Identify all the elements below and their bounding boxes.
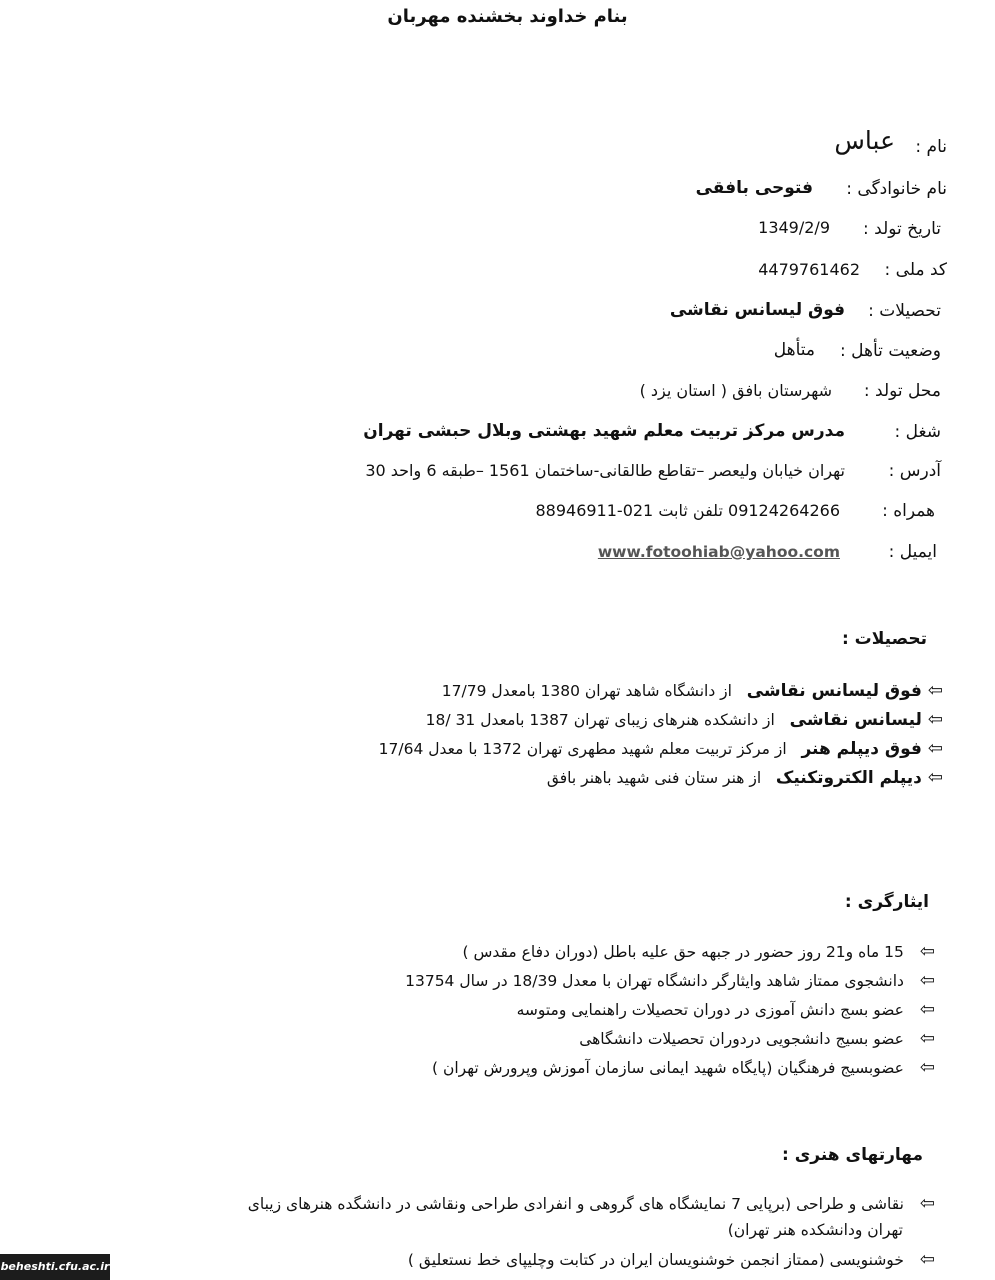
education-detail: از دانشگاه شاهد تهران 1380 بامعدل 17/79 — [441, 682, 732, 700]
arrow-left-outline-icon: ⇦ — [919, 941, 935, 962]
skills-item-continuation: تهران ودانشکده هنر تهران) — [727, 1221, 903, 1239]
mobile-label: همراه : — [882, 501, 935, 521]
education-detail: از مرکز تربیت معلم شهید مطهری تهران 1372 با معدل 17/64 — [378, 740, 787, 758]
arrow-left-outline-icon: ⇦ — [927, 767, 943, 788]
marital-value: متأهل — [773, 340, 815, 360]
arrow-left-outline-icon: ⇦ — [927, 738, 943, 759]
birthplace-label: محل تولد : — [863, 381, 941, 401]
name-label: نام : — [915, 137, 947, 157]
education-detail: از دانشکده هنرهای زیبای تهران 1387 بامعدل 31 /18 — [425, 711, 775, 729]
job-value: مدرس مرکز تربیت معلم شهید بهشتی وبلال حبشی تهران — [363, 421, 845, 441]
job-label: شغل : — [894, 422, 941, 442]
education-degree: فوق لیسانس نقاشی — [746, 681, 922, 701]
name-value: عباس — [834, 126, 895, 155]
skills-text: نقاشی و طراحی (برپایی 7 نمایشگاه های گروهی و انفرادی طراحی ونقاشی در دانشگده هنرهای زیبای — [247, 1195, 904, 1213]
sacrifice-text: عضو بسج دانش آموزی در دوران تحصیلات راهنمایی ومتوسه — [516, 1001, 904, 1019]
education-title: تحصیلات : — [841, 629, 927, 649]
mobile-value: 09124264266 تلفن ثابت 021-88946911 — [535, 501, 840, 520]
skills-title: مهارتهای هنری : — [781, 1145, 923, 1165]
sacrifice-text: عضو بسیج دانشجویی دردوران تحصیلات دانشگاهی — [579, 1030, 904, 1048]
sacrifice-text: دانشجوی ممتاز شاهد وایثارگر دانشگاه تهران با معدل 18/39 در سال 13754 — [405, 972, 904, 990]
arrow-left-outline-icon: ⇦ — [927, 709, 943, 730]
arrow-left-outline-icon: ⇦ — [919, 1057, 935, 1078]
education-degree: دیپلم الکتروتکنیک — [775, 768, 922, 788]
arrow-left-outline-icon: ⇦ — [919, 1028, 935, 1049]
address-value: تهران خیابان ولیعصر –تقاطع طالقانی-ساختمان 1561 –طبقه 6 واحد 30 — [365, 461, 845, 480]
birth-label: تاریخ تولد : — [863, 219, 941, 239]
arrow-left-outline-icon: ⇦ — [919, 999, 935, 1020]
edu-value: فوق لیسانس نقاشی — [669, 300, 845, 320]
email-link[interactable]: www.fotoohiab@yahoo.com — [597, 543, 840, 561]
skills-text: خوشنویسی (ممتاز انجمن خوشنویسان ایران در کتابت وچلیپای خط نستعلیق ) — [407, 1251, 904, 1269]
skills-item — [408, 1249, 935, 1270]
marital-label: وضعیت تأهل : — [840, 341, 941, 361]
education-item — [547, 767, 943, 788]
edu-label: تحصیلات : — [868, 301, 941, 321]
national-value: 4479761462 — [758, 260, 860, 279]
sacrifice-item — [463, 941, 935, 962]
birthplace-value: شهرستان بافق ( استان یزد ) — [639, 381, 832, 400]
page-header: بنام خداوند بخشنده مهربان — [387, 6, 628, 27]
education-degree: فوق دیپلم هنر — [801, 739, 922, 759]
arrow-left-outline-icon: ⇦ — [919, 970, 935, 991]
education-detail: از هنر ستان فنی شهید باهنر بافق — [546, 769, 762, 787]
family-label: نام خانوادگی : — [846, 179, 947, 199]
national-label: کد ملی : — [884, 260, 947, 280]
arrow-left-outline-icon: ⇦ — [927, 680, 943, 701]
education-item — [442, 680, 943, 701]
sacrifice-item — [517, 999, 935, 1020]
skills-item — [248, 1193, 935, 1214]
arrow-left-outline-icon: ⇦ — [919, 1193, 935, 1214]
address-label: آدرس : — [888, 461, 941, 481]
family-value: فتوحی بافقی — [695, 178, 813, 198]
education-item — [426, 709, 943, 730]
sacrifice-title: ایثارگری : — [844, 892, 929, 912]
sacrifice-text: عضوبسیج فرهنگیان (پایگاه شهید ایمانی سازمان آموزش وپرورش تهران ) — [431, 1059, 904, 1077]
education-item — [379, 738, 943, 759]
sacrifice-item — [579, 1028, 935, 1049]
sacrifice-item — [432, 1057, 935, 1078]
arrow-left-outline-icon: ⇦ — [919, 1249, 935, 1270]
watermark-badge: beheshti.cfu.ac.ir — [0, 1254, 110, 1280]
sacrifice-text: 15 ماه و21 روز حضور در جبهه حق علیه باطل (دوران دفاع مقدس ) — [462, 943, 904, 961]
birth-value: 1349/2/9 — [758, 218, 830, 237]
email-label: ایمیل : — [888, 542, 937, 562]
education-degree: لیسانس نقاشی — [789, 710, 922, 730]
sacrifice-item — [405, 970, 935, 991]
